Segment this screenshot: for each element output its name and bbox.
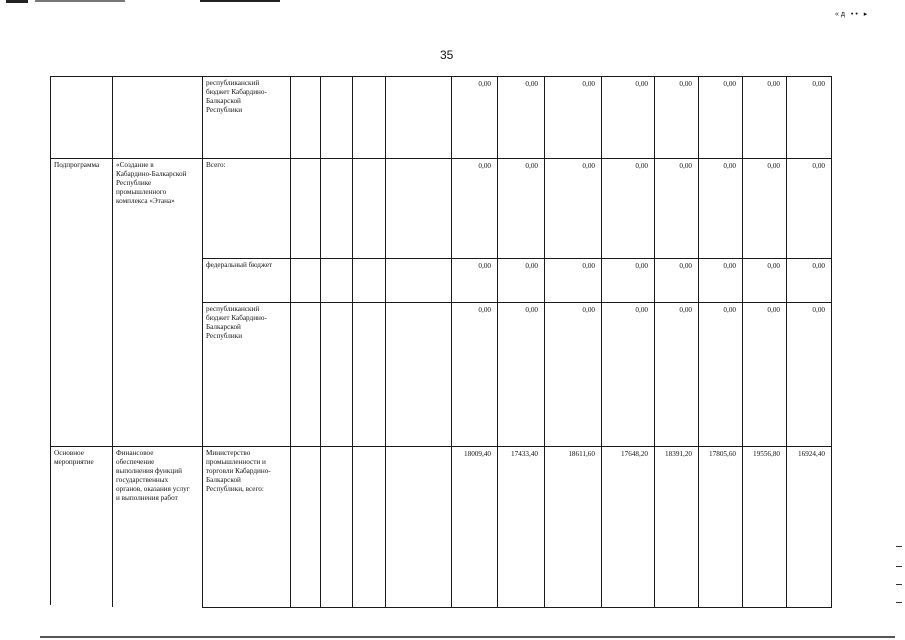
value-cell: 0,00: [723, 162, 736, 170]
value-cell: 0,00: [723, 306, 736, 314]
table-vertical-rule: [320, 76, 321, 607]
value-cell: 0,00: [582, 306, 595, 314]
scan-edge-tick: [896, 584, 902, 585]
scan-edge-bottom: [40, 636, 895, 638]
value-cell: 0,00: [478, 80, 491, 88]
value-cell: 0,00: [812, 262, 825, 270]
value-cell: 0,00: [582, 262, 595, 270]
row-type-cell: Подпрограмма: [54, 161, 100, 169]
value-cell: 17433,40: [511, 450, 538, 458]
value-cell: 16924,40: [798, 450, 825, 458]
row-name-cell: [113, 303, 202, 446]
value-cell: 0,00: [812, 162, 825, 170]
scan-edge-top-right: [200, 0, 280, 2]
value-cell: 0,00: [723, 80, 736, 88]
value-cell: 0,00: [767, 262, 780, 270]
value-cell: 0,00: [582, 80, 595, 88]
scan-edge-top-mid: [35, 0, 125, 2]
table-vertical-rule: [385, 76, 386, 607]
funding-source-cell: Министерство промышленности и торговли Кабардино- Балкарской Республики, всего:: [206, 449, 271, 493]
page-number: 35: [440, 48, 454, 62]
value-cell: 0,00: [723, 262, 736, 270]
funding-source-cell: республиканский бюджет Кабардино- Балкарской Республики: [206, 305, 267, 340]
value-cell: 0,00: [525, 306, 538, 314]
value-cell: 0,00: [679, 306, 692, 314]
scan-edge-tick: [896, 566, 902, 567]
funding-source-cell: Всего:: [206, 161, 226, 169]
row-type-cell: [51, 303, 112, 446]
row-name-cell: [113, 77, 202, 158]
value-cell: 0,00: [635, 306, 648, 314]
value-cell: 18391,20: [665, 450, 692, 458]
value-cell: 18009,40: [464, 450, 491, 458]
value-cell: 0,00: [635, 80, 648, 88]
scan-corner-mark: «д •• ▸: [835, 11, 870, 18]
value-cell: 0,00: [767, 306, 780, 314]
row-name-cell: Финансовое обеспечение выполнения функций государственных органов, оказания услуг и выполнения работ: [116, 449, 190, 502]
row-type-cell: Основное мероприятие: [54, 449, 94, 466]
value-cell: 17648,20: [621, 450, 648, 458]
value-cell: 0,00: [679, 162, 692, 170]
value-cell: 0,00: [478, 162, 491, 170]
row-name-cell: «Создание в Кабардино-Балкарской Республике промышленного комплекса «Этана»: [116, 161, 187, 205]
value-cell: 0,00: [478, 262, 491, 270]
scan-edge-top-left: [6, 0, 28, 3]
value-cell: 0,00: [525, 262, 538, 270]
table-vertical-rule: [352, 76, 353, 607]
value-cell: 0,00: [525, 80, 538, 88]
value-cell: 18611,60: [568, 450, 595, 458]
funding-source-cell: республиканский бюджет Кабардино- Балкарской Республики: [206, 79, 267, 114]
row-type-cell: [51, 77, 112, 158]
scan-edge-tick: [896, 602, 902, 603]
scan-edge-tick: [896, 546, 902, 547]
value-cell: 0,00: [679, 262, 692, 270]
row-name-cell: [113, 259, 202, 302]
row-type-cell: [51, 259, 112, 302]
value-cell: 0,00: [679, 80, 692, 88]
value-cell: 0,00: [767, 162, 780, 170]
funding-source-cell: федеральный бюджет: [206, 261, 273, 269]
value-cell: 19556,80: [753, 450, 780, 458]
table-vertical-rule: [831, 76, 832, 607]
value-cell: 0,00: [812, 80, 825, 88]
value-cell: 0,00: [478, 306, 491, 314]
table-horizontal-rule: [202, 607, 832, 608]
table-vertical-rule: [290, 76, 291, 607]
value-cell: 0,00: [635, 162, 648, 170]
value-cell: 0,00: [767, 80, 780, 88]
value-cell: 17805,60: [709, 450, 736, 458]
value-cell: 0,00: [582, 162, 595, 170]
value-cell: 0,00: [635, 262, 648, 270]
value-cell: 0,00: [525, 162, 538, 170]
value-cell: 0,00: [812, 306, 825, 314]
